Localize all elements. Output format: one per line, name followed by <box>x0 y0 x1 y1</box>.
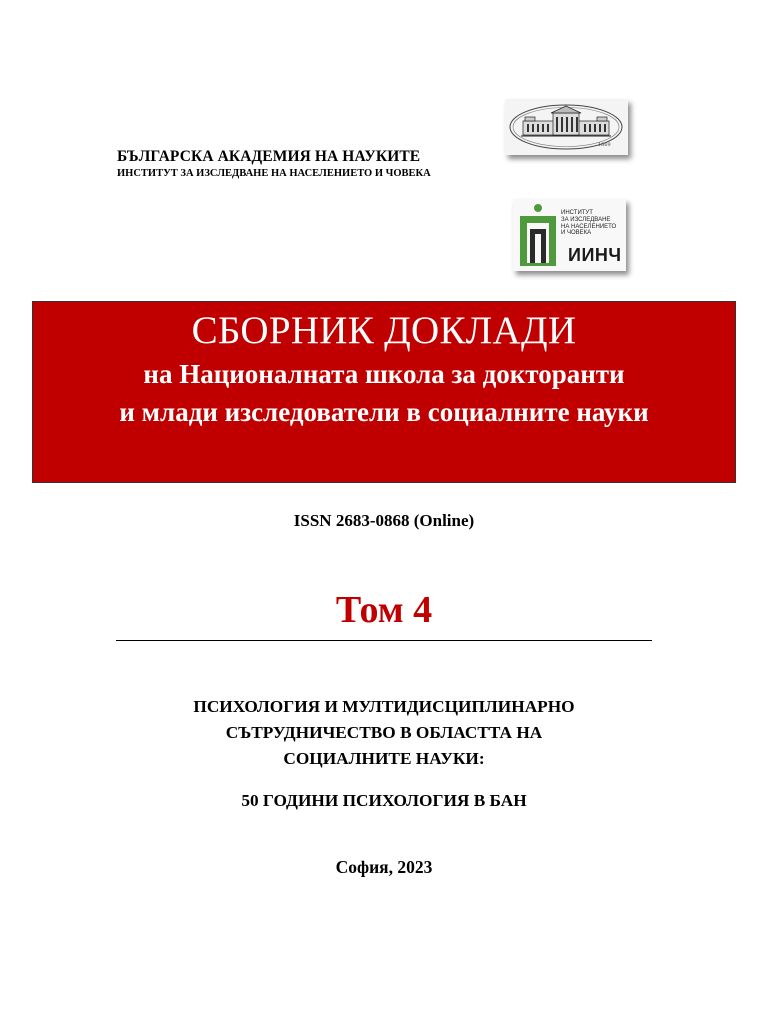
iinch-logo-icon <box>513 199 626 271</box>
institute-name: ИНСТИТУТ ЗА ИЗСЛЕДВАНЕ НА НАСЕЛЕНИЕТО И ЧОВЕКА <box>117 168 431 179</box>
organization-name: БЪЛГАРСКА АКАДЕМИЯ НА НАУКИТЕ <box>117 148 421 165</box>
collection-subtitle-line-1: на Националната школа за докторанти <box>143 359 625 389</box>
subject-line-2: СЪТРУДНИЧЕСТВО В ОБЛАСТТА НА <box>225 723 543 742</box>
collection-subtitle-line-2: и млади изследователи в социалните науки <box>119 397 649 427</box>
subject-line-1: ПСИХОЛОГИЯ И МУЛТИДИСЦИПЛИНАРНО <box>193 697 575 716</box>
subject-line-4: 50 ГОДИНИ ПСИХОЛОГИЯ В БАН <box>241 791 527 810</box>
divider-strip <box>492 294 660 300</box>
place-and-year: София, 2023 <box>335 857 433 877</box>
collection-title: СБОРНИК ДОКЛАДИ <box>191 309 577 352</box>
horizontal-rule <box>116 640 652 641</box>
subject-line-3: СОЦИАЛНИТЕ НАУКИ: <box>283 749 485 768</box>
iinch-logo-text: ИНСТИТУТ ЗА ИЗСЛЕДВАНЕ НА НАСЕЛЕНИЕТО И ЧОВЕКА <box>561 210 617 237</box>
volume-number: Том 4 <box>335 589 433 631</box>
bas-building-logo-icon <box>505 99 628 155</box>
iinch-abbreviation: ИИНЧ <box>568 245 622 265</box>
title-banner <box>32 301 736 483</box>
issn-number: ISSN 2683-0868 (Online) <box>293 511 475 530</box>
svg-text:1869: 1869 <box>598 142 611 148</box>
